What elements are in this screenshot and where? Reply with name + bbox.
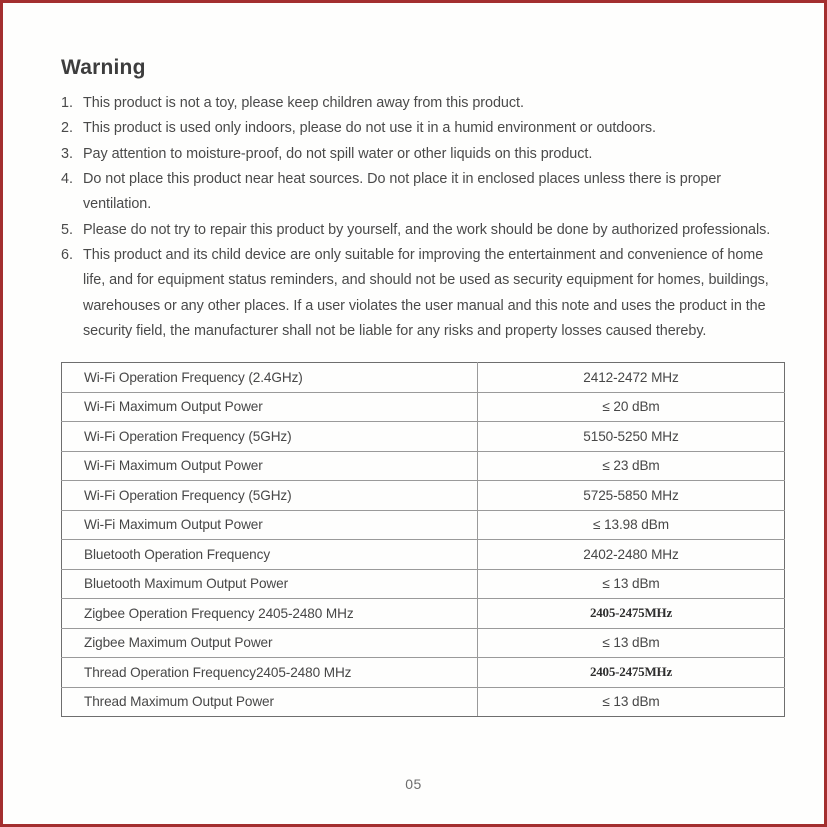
page-title: Warning: [61, 56, 146, 79]
spec-value-cell: 2412-2472 MHz: [478, 363, 785, 393]
spec-value-cell: ≤ 13 dBm: [478, 569, 785, 599]
spec-value-cell: ≤ 23 dBm: [478, 451, 785, 481]
table-row: [62, 628, 785, 658]
table-row: [62, 510, 785, 540]
warning-item-text: This product and its child device are only suitable for improving the entertainment and convenience of home life, and for equipment status reminders, and should not be used as security equipment for homes, buildings, warehouses or any other places. If a user violates the user manual and this note and uses the product in the security field, the manufacturer shall not be liable for any risks and property losses caused thereby.: [83, 246, 769, 339]
warning-item-number: 2.: [61, 120, 73, 137]
table-row: [62, 687, 785, 717]
spec-value-cell: 5150-5250 MHz: [478, 422, 785, 452]
table-row: [62, 392, 785, 422]
spec-value-cell: ≤ 13 dBm: [478, 628, 785, 658]
spec-value-cell: ≤ 13 dBm: [478, 687, 785, 717]
spec-label-cell: Bluetooth Maximum Output Power: [62, 569, 478, 599]
warning-list: [61, 91, 773, 344]
table-row: [62, 422, 785, 452]
page-number: 05: [405, 776, 422, 792]
warning-item-number: 1.: [61, 95, 73, 112]
spec-value-cell: 2405-2475MHz: [478, 658, 785, 688]
spec-value-cell: 5725-5850 MHz: [478, 481, 785, 511]
warning-item-number: 4.: [61, 171, 73, 188]
spec-value-cell: ≤ 13.98 dBm: [478, 510, 785, 540]
table-row: [62, 599, 785, 629]
spec-label-cell: Wi-Fi Maximum Output Power: [62, 451, 478, 481]
warning-item: [61, 167, 773, 218]
warning-item-text: This product is not a toy, please keep children away from this product.: [83, 95, 524, 112]
rf-specification-table: [61, 362, 785, 717]
spec-label-cell: Zigbee Maximum Output Power: [62, 628, 478, 658]
table-row: [62, 363, 785, 393]
warning-item: [61, 142, 773, 167]
spec-label-cell: Thread Operation Frequency2405-2480 MHz: [62, 658, 478, 688]
warning-item-number: 3.: [61, 145, 73, 162]
spec-value-cell: 2402-2480 MHz: [478, 540, 785, 570]
warning-item: [61, 218, 773, 243]
warning-item-number: 5.: [61, 221, 73, 238]
spec-label-cell: Wi-Fi Operation Frequency (5GHz): [62, 481, 478, 511]
table-row: [62, 481, 785, 511]
warning-item-text: Pay attention to moisture-proof, do not spill water or other liquids on this product.: [83, 145, 593, 162]
spec-label-cell: Wi-Fi Operation Frequency (2.4GHz): [62, 363, 478, 393]
spec-value-cell: ≤ 20 dBm: [478, 392, 785, 422]
page-content: [61, 55, 773, 717]
table-row: [62, 658, 785, 688]
table-row: [62, 569, 785, 599]
spec-label-cell: Wi-Fi Maximum Output Power: [62, 510, 478, 540]
spec-label-cell: Bluetooth Operation Frequency: [62, 540, 478, 570]
spec-label-cell: Wi-Fi Operation Frequency (5GHz): [62, 422, 478, 452]
spec-label-cell: Thread Maximum Output Power: [62, 687, 478, 717]
spec-table-body: [62, 363, 785, 717]
spec-value-cell: 2405-2475MHz: [478, 599, 785, 629]
warning-item-text: This product is used only indoors, please do not use it in a humid environment or outdoors.: [83, 120, 657, 137]
warning-item: [61, 116, 773, 141]
spec-label-cell: Wi-Fi Maximum Output Power: [62, 392, 478, 422]
spec-label-cell: Zigbee Operation Frequency 2405-2480 MHz: [62, 599, 478, 629]
warning-item: [61, 243, 773, 344]
warning-item-text: Please do not try to repair this product by yourself, and the work should be done by authorized professionals.: [83, 221, 771, 238]
warning-item: [61, 91, 773, 116]
warning-item-number: 6.: [61, 246, 73, 263]
table-row: [62, 540, 785, 570]
warning-item-text: Do not place this product near heat sources. Do not place it in enclosed places unless there is proper ventilation.: [83, 171, 722, 213]
table-row: [62, 451, 785, 481]
spec-table-container: [61, 362, 773, 717]
